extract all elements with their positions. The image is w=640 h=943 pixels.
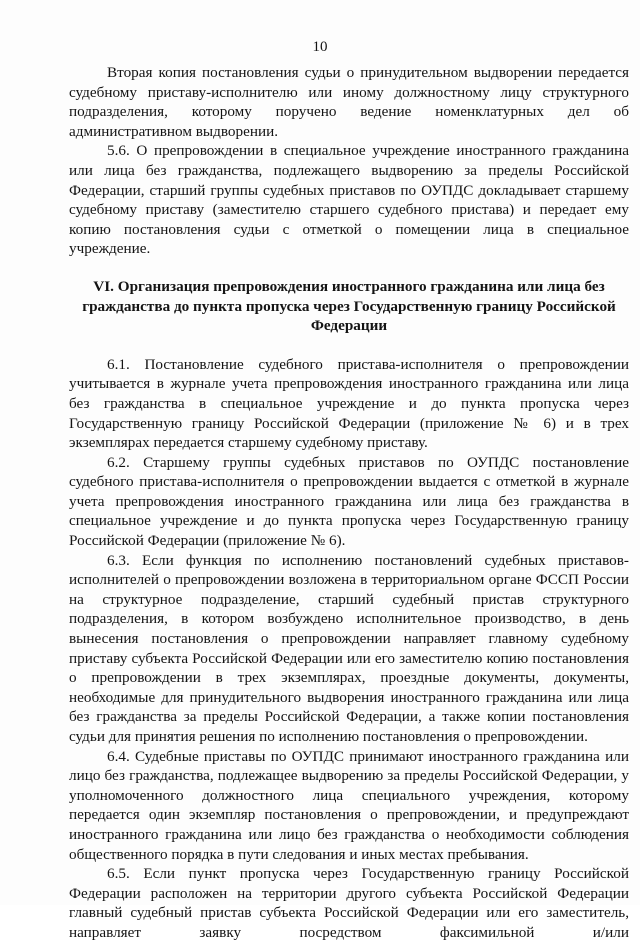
paragraph-6-5: 6.5. Если пункт пропуска через Государственную границу Российской Федерации расположен на территории другого субъекта Российской Федерации главный судебный пристав субъекта Российской Федерации или его заместитель, направляет заявку посредством факсимильной и/или	[69, 865, 629, 941]
paragraph-second-copy: Вторая копия постановления судьи о принудительном выдворении передается судебному приставу-исполнителю или иному должностному лицу структурного подразделения, которому поручено ведение номенклатурных дел об административном выдворении.	[69, 64, 629, 140]
paragraph-5-6: 5.6. О препровождении в специальное учреждение иностранного гражданина или лица без гражданства, подлежащего выдворению за пределы Российской Федерации, старший группы судебных приставов по ОУПДС докладывает старшему судебному приставу (заместителю старшего судебного пристава) и передает ему копию постановления судьи с отметкой о помещении лица в специальное учреждение.	[69, 142, 629, 258]
paragraph-6-3: 6.3. Если функция по исполнению постановлений судебных приставов-исполнителей о препровождении возложена в территориальном органе ФССП России на структурное подразделение, старший судебный пристав структурного подразделения, в котором возбуждено исполнительное производство, в день вынесения постановления о препровождении направляет главному судебному приставу субъекта Российской Федерации или его заместителю копию постановления о препровождении в трех экземплярах, проездные документы, документы, необходимые для принудительного выдворения иностранного гражданина или лица без гражданства за пределы Российской Федерации, а также копии постановления судьи для принятия решения по исполнению постановления о препровождении.	[69, 551, 629, 745]
section-heading: VI. Организация препровождения иностранного гражданина или лица без гражданства до пункта пропуска через Государственную границу Российской Федерации	[82, 277, 616, 335]
paragraph-6-4: 6.4. Судебные приставы по ОУПДС принимают иностранного гражданина или лицо без гражданства, подлежащее выдворению за пределы Российской Федерации, у уполномоченного должностного лица специального учреждения, которому передается один экземпляр постановления о препровождении, и предупреждают иностранного гражданина или лицо без гражданства о необходимости соблюдения общественного порядка в пути следования и иных местах пребывания.	[69, 747, 629, 863]
page-number: 10	[312, 39, 328, 55]
document-body	[69, 63, 629, 943]
paragraph-6-1: 6.1. Постановление судебного пристава-исполнителя о препровождении учитывается в журнале учета препровождения иностранного гражданина или лица без гражданства в специальное учреждение и до пункта пропуска через Государственную границу Российской Федерации (приложение № 6) и в трех экземплярах передается старшему судебному приставу.	[69, 355, 629, 452]
paragraph-6-2: 6.2. Старшему группы судебных приставов по ОУПДС постановление судебного пристава-исполнителя о препровождении выдается с отметкой в журнале учета препровождения иностранного гражданина или лица без гражданства в специальное учреждение и до пункта пропуска через Государственную границу Российской Федерации (приложение № 6).	[69, 453, 629, 550]
